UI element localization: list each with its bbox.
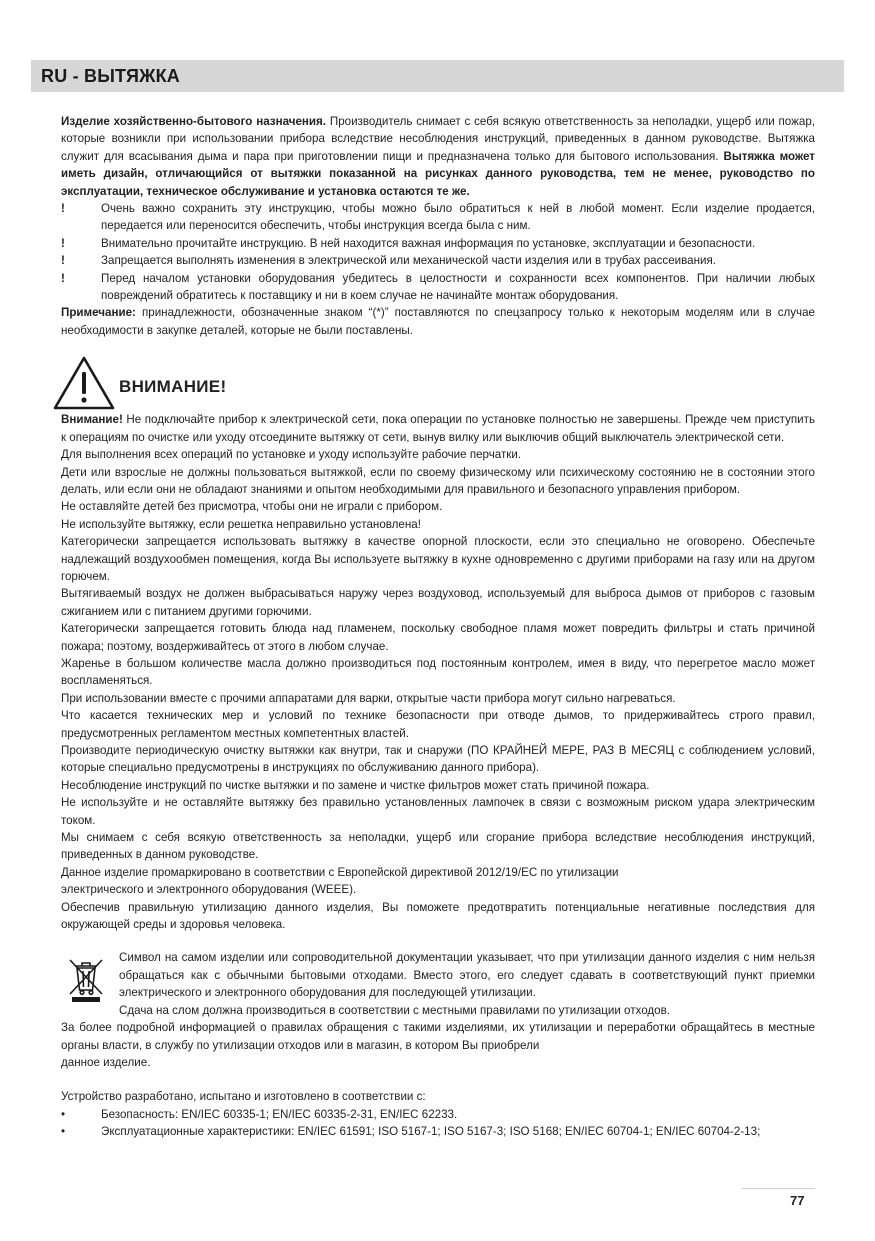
- weee-notice: [61, 949, 815, 1019]
- note-text: Перед началом установки оборудования убедитесь в целостности и сохранности всех компонентов. При наличии любых повреждений обратитесь к поставщику и ни в коем случае не начинайте монтаж оборудования.: [101, 271, 815, 303]
- weee-more-info: данное изделие.: [61, 1055, 151, 1069]
- safety-paragraph: Не используйте вытяжку, если решетка неправильно установлена!: [61, 517, 421, 531]
- note-text: Очень важно сохранить эту инструкцию, чтобы можно было обратиться к ней в любой момент. Если изделие продается, передается или переносится обеспечить, чтобы инструкция всегда была с ним.: [101, 202, 815, 233]
- safety-paragraph: При использовании вместе с прочими аппаратами для варки, открытые части прибора могут сильно нагреваться.: [61, 691, 676, 705]
- exclamation-mark: !: [61, 236, 65, 250]
- bullet: •: [61, 1107, 66, 1121]
- remark-paragraph: [61, 304, 815, 339]
- weee-directive-line: Данное изделие промаркировано в соответствии с Европейской директивой 2012/19/EC по утилизации: [61, 865, 619, 879]
- exclamation-mark: !: [61, 254, 65, 268]
- document-body: [61, 113, 815, 1141]
- safety-paragraph: Мы снимаем с себя всякую ответственность за неполадки, ущерб или сгорание прибора вследствие несоблюдения инструкций, приведенных в данном руководстве.: [61, 831, 815, 862]
- weee-more-info: За более подробной информацией о правилах обращения с такими изделиями, их утилизации и переработки обращайтесь в местные органы власти, в службу по утилизации отходов или в магазин, в котором Вы приобрели: [61, 1021, 815, 1052]
- safety-paragraph: Вытягиваемый воздух не должен выбрасываться наружу через воздуховод, используемый для выброса дымов от приборов с газовым сжиганием или с питанием другими горючими.: [61, 587, 815, 618]
- safety-paragraph: Не используйте и не оставляйте вытяжку без правильно установленных лампочек в связи с возможным риском удара электрическим током.: [61, 796, 815, 827]
- safety-paragraph: Категорически запрещается готовить блюда над пламенем, поскольку свободное пламя может повредить фильтры и стать причиной пожара; поэтому, воздерживайтесь от этого в любом случае.: [61, 622, 815, 653]
- intro-paragraph: [61, 113, 815, 200]
- safety-paragraph: Категорически запрещается использовать вытяжку в качестве опорной плоскости, если это специально не оговорено. Обеспечьте надлежащий воздухообмен помещения, когда Вы используете вытяжку в кухне одновременно с другими приборами на газу или на другом горючем.: [61, 535, 815, 583]
- compliance-text: Безопасность: EN/IEC 60335-1; EN/IEC 60335-2-31, EN/IEC 62233.: [101, 1107, 458, 1121]
- note-text: Запрещается выполнять изменения в электрической или механической части изделия или в трубах рассеивания.: [101, 254, 716, 268]
- safety-paragraph: Жаренье в большом количестве масла должно производиться под постоянным контролем, имея в виду, что перегретое масло может воспламеняться.: [61, 656, 815, 688]
- compliance-text: Эксплуатационные характеристики: EN/IEC 61591; ISO 5167-1; ISO 5167-3; ISO 5168; EN/IEC 60704-1; EN/IEC 60704-2-13;: [101, 1125, 761, 1139]
- page-number: 77: [790, 1193, 805, 1208]
- safety-paragraph: Дети или взрослые не должны пользоваться вытяжкой, если по своему физическому или психическому состоянию не в состоянии этого делать, или если они не обладают знаниями и опытом необходимыми для правильного и безопасного управления прибором.: [61, 465, 815, 496]
- footer-divider: [742, 1188, 815, 1189]
- note-text: Внимательно прочитайте инструкцию. В ней находится важная информация по установке, эксплуатации и безопасности.: [101, 236, 756, 250]
- compliance-item: [61, 1123, 815, 1140]
- weee-symbol-text: Символ на самом изделии или сопроводительной документации указывает, что при утилизации данного изделия с ним нельзя обращаться как с обычными бытовыми отходами. Вместо этого, его следует сдавать в соответствующий пункт приемки электрического и электронного оборудования для последующей утилизации.: [119, 951, 815, 1000]
- safety-paragraph: Не оставляйте детей без присмотра, чтобы они не играли с прибором.: [61, 500, 443, 514]
- page-title: RU - ВЫТЯЖКА: [41, 66, 180, 86]
- exclamation-mark: !: [61, 271, 65, 285]
- warning-lead: Внимание!: [61, 413, 123, 427]
- crossed-bin-icon: [67, 957, 105, 1003]
- note-item: [61, 270, 815, 305]
- compliance-item: [61, 1106, 815, 1123]
- exclamation-mark: !: [61, 202, 65, 216]
- remark-text: принадлежности, обозначенные знаком “(*)” поставляются по спецзапросу только к некоторым моделям или в случае необходимости в закупке деталей, которые не были поставлены.: [61, 306, 815, 337]
- spacer: [61, 1071, 815, 1088]
- warning-title: ВНИМАНИЕ!: [119, 377, 227, 397]
- intro-design-note: Вытяжка может иметь дизайн, отличающийся от вытяжки показанной на рисунках данного руководства, тем не менее, руководство по эксплуатации, техническое обслуживание и установка остаются те же.: [61, 149, 815, 198]
- safety-paragraph: Для выполнения всех операций по установке и уходу используйте рабочие перчатки.: [61, 448, 522, 462]
- note-item: [61, 252, 815, 269]
- safety-paragraph: Что касается технических мер и условий по технике безопасности при отводе дымов, то придерживайтесь строго правил, предусмотренных регламентом местных компетентных властей.: [61, 709, 815, 740]
- intro-text: Производитель снимает с себя всякую ответственность за неполадки, ущерб или пожар, которые возникли при использовании прибора вследствие несоблюдения инструкций, приведенных в данном руководстве. Вытяжка служит для всасывания дыма и пара при приготовлении пищи и предназначена только для бытового использования.: [61, 115, 815, 163]
- safety-paragraph: Несоблюдение инструкций по чистке вытяжки и по замене и чистке фильтров может стать причиной пожара.: [61, 778, 650, 792]
- warning-text: Не подключайте прибор к электрической сети, пока операции по установке полностью не завершены. Прежде чем приступить к операциям по очистке или уходу отсоедините вытяжку от сети, вынув вилку или выключив общий выключатель электрической сети.: [61, 413, 815, 444]
- warning-heading: [61, 355, 815, 411]
- disposal-benefit-paragraph: Обеспечив правильную утилизацию данного изделия, Вы поможете предотвратить потенциальные негативные последствия для окружающей среды и здоровья человека.: [61, 900, 815, 932]
- safety-paragraph: Производите периодическую очистку вытяжки как внутри, так и снаружи (ПО КРАЙНЕЙ МЕРЕ, РАЗ В МЕСЯЦ с соблюдением условий, которые специально предусмотрены в инструкциях по обслуживанию данного прибора).: [61, 744, 815, 775]
- weee-scrap-text: Сдача на слом должна производиться в соответствии с местными правилами по утилизации отходов.: [119, 1003, 670, 1017]
- section-header: [31, 60, 844, 92]
- note-item: [61, 235, 815, 252]
- warning-paragraph: [61, 411, 815, 446]
- warning-triangle-icon: [52, 355, 116, 411]
- compliance-intro: Устройство разработано, испытано и изготовлено в соответствии с:: [61, 1090, 426, 1104]
- bullet: •: [61, 1125, 66, 1139]
- note-item: [61, 200, 815, 235]
- intro-lead: Изделие хозяйственно-бытового назначения.: [61, 115, 327, 128]
- remark-label: Примечание:: [61, 306, 136, 320]
- weee-directive-line: электрического и электронного оборудования (WEEE).: [61, 883, 357, 897]
